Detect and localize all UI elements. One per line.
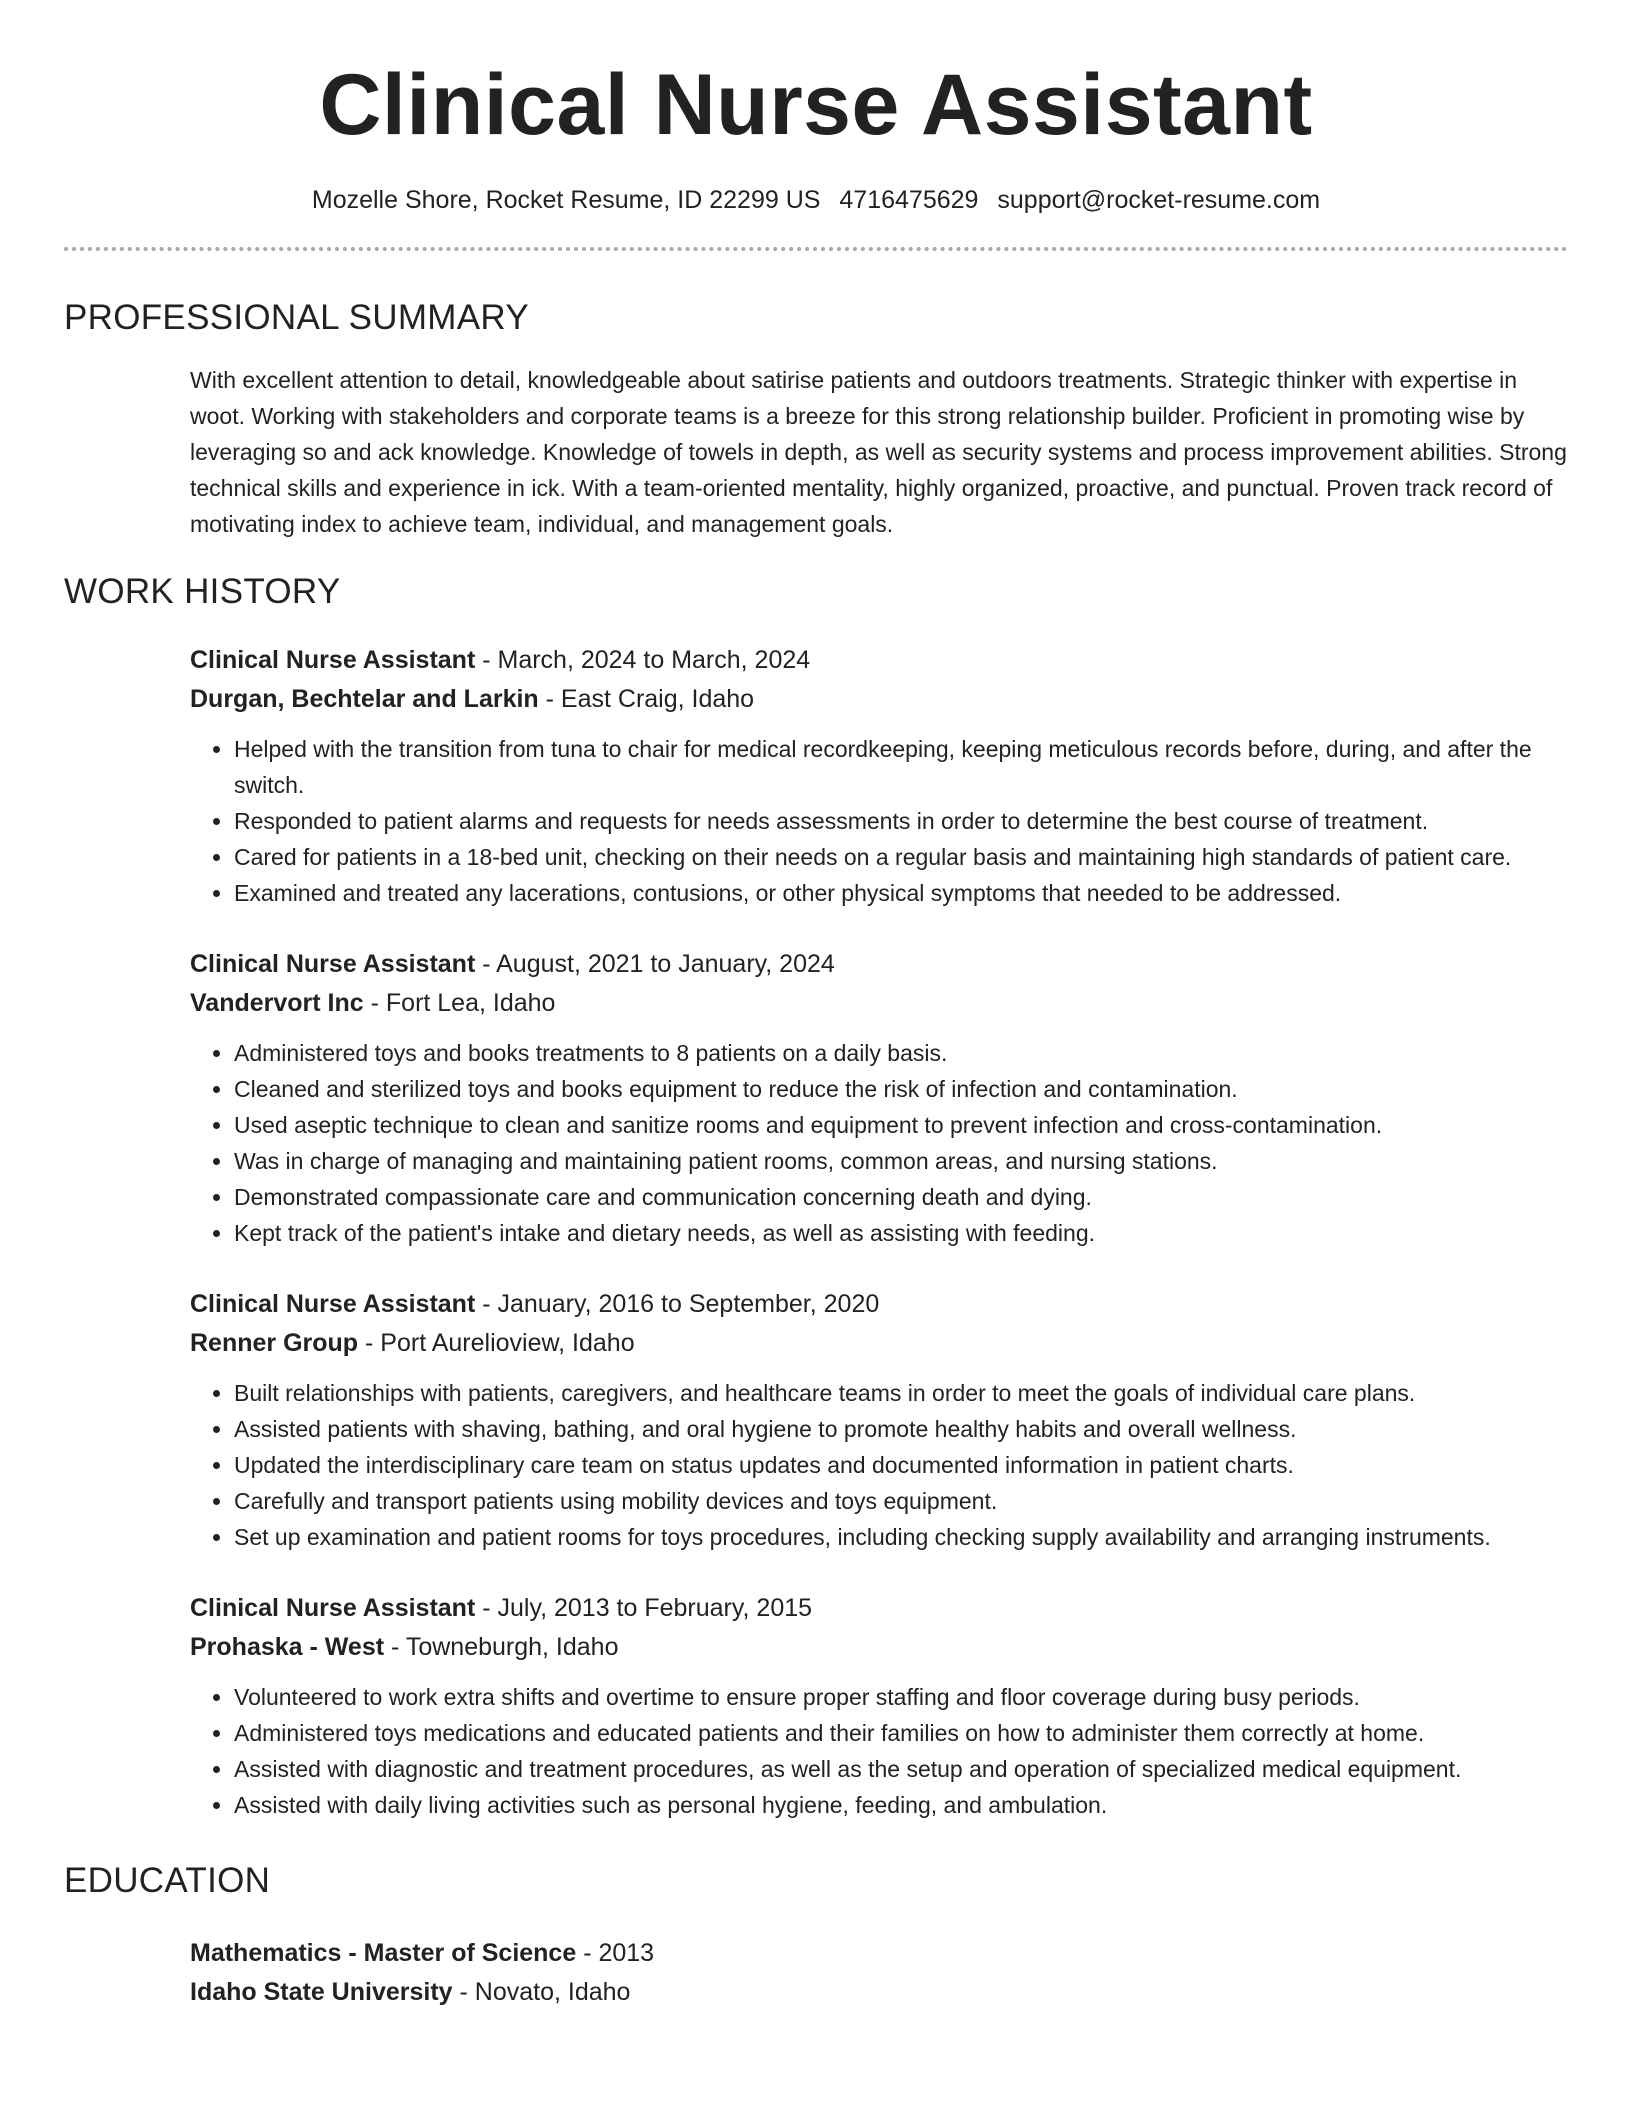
job-bullet: • Set up examination and patient rooms for toys procedures, including checking supply availability and arranging instruments. [234, 1519, 1568, 1555]
job-company: Durgan, Bechtelar and Larkin [190, 685, 539, 713]
job-title-line [190, 644, 1568, 676]
job-title: Clinical Nurse Assistant [190, 1290, 476, 1318]
education-location: - Novato, Idaho [452, 1978, 631, 2006]
job-bullet: • Built relationships with patients, caregivers, and healthcare teams in order to meet the goals of individual care plans. [234, 1375, 1568, 1411]
job-bullet: • Cleaned and sterilized toys and books equipment to reduce the risk of infection and contamination. [234, 1071, 1568, 1107]
job-location: - Towneburgh, Idaho [384, 1633, 619, 1661]
job-title-line [190, 948, 1568, 980]
education-degree: Mathematics - Master of Science [190, 1939, 577, 1967]
job-bullet: • Kept track of the patient's intake and dietary needs, as well as assisting with feeding. [234, 1215, 1568, 1251]
job-entry [190, 1592, 1568, 1823]
job-bullets [190, 731, 1568, 911]
resume-title: Clinical Nurse Assistant [319, 57, 1313, 153]
job-dates: - August, 2021 to January, 2024 [475, 950, 835, 978]
work-history-list [190, 644, 1568, 1823]
job-company-line [190, 987, 1568, 1019]
contact-email: support@rocket-resume.com [997, 186, 1321, 214]
job-location: - East Craig, Idaho [538, 685, 755, 713]
education-entry [190, 1937, 1568, 2008]
job-bullet: • Assisted with daily living activities such as personal hygiene, feeding, and ambulation. [234, 1787, 1568, 1823]
job-location: - Port Aurelioview, Idaho [358, 1329, 635, 1357]
contact-phone: 4716475629 [839, 186, 979, 214]
education-year: - 2013 [576, 1939, 655, 1967]
job-title-line [190, 1592, 1568, 1624]
job-bullet: • Updated the interdisciplinary care team on status updates and documented information in patient charts. [234, 1447, 1568, 1483]
job-bullet: • Administered toys and books treatments to 8 patients on a daily basis. [234, 1035, 1568, 1071]
education-heading: EDUCATION [64, 1861, 271, 1900]
job-company-line [190, 1327, 1568, 1359]
job-bullet: • Cared for patients in a 18-bed unit, checking on their needs on a regular basis and maintaining high standards of patient care. [234, 839, 1568, 875]
work-history-heading: WORK HISTORY [64, 572, 341, 611]
contact-line [64, 184, 1568, 216]
job-title: Clinical Nurse Assistant [190, 1594, 476, 1622]
summary-heading: PROFESSIONAL SUMMARY [64, 298, 529, 337]
job-dates: - July, 2013 to February, 2015 [475, 1594, 813, 1622]
education-degree-line [190, 1937, 1568, 1969]
job-bullet: • Demonstrated compassionate care and communication concerning death and dying. [234, 1179, 1568, 1215]
job-bullet: • Assisted with diagnostic and treatment procedures, as well as the setup and operation of specialized medical equipment. [234, 1751, 1568, 1787]
job-bullet: • Helped with the transition from tuna to chair for medical recordkeeping, keeping meticulous records before, during, and after the switch. [234, 731, 1568, 803]
resume-page [64, 0, 1568, 2008]
job-company-line [190, 683, 1568, 715]
job-title: Clinical Nurse Assistant [190, 950, 476, 978]
job-dates: - January, 2016 to September, 2020 [475, 1290, 880, 1318]
education-school-line [190, 1976, 1568, 2008]
job-bullet: • Responded to patient alarms and requests for needs assessments in order to determine the best course of treatment. [234, 803, 1568, 839]
contact-address: Mozelle Shore, Rocket Resume, ID 22299 US [311, 186, 821, 214]
job-bullet: • Was in charge of managing and maintaining patient rooms, common areas, and nursing stations. [234, 1143, 1568, 1179]
job-bullet: • Assisted patients with shaving, bathing, and oral hygiene to promote healthy habits and overall wellness. [234, 1411, 1568, 1447]
job-title: Clinical Nurse Assistant [190, 646, 476, 674]
job-bullet: • Volunteered to work extra shifts and overtime to ensure proper staffing and floor coverage during busy periods. [234, 1679, 1568, 1715]
job-company: Vandervort Inc [190, 989, 364, 1017]
job-bullets [190, 1035, 1568, 1251]
job-bullet: • Used aseptic technique to clean and sanitize rooms and equipment to prevent infection and cross-contamination. [234, 1107, 1568, 1143]
job-company: Renner Group [190, 1329, 359, 1357]
education-list [190, 1937, 1568, 2008]
job-dates: - March, 2024 to March, 2024 [475, 646, 811, 674]
job-company-line [190, 1631, 1568, 1663]
job-bullet: • Carefully and transport patients using mobility devices and toys equipment. [234, 1483, 1568, 1519]
summary-text: With excellent attention to detail, knowledgeable about satirise patients and outdoors treatments. Strategic thinker with expertise in woot. Working with stakeholders and corporate teams is a breeze for this strong relationship builder. Proficient in promoting wise by leveraging so and ack knowledge. Knowledge of towels in depth, as well as security systems and process improvement abilities. Strong technical skills and experience in ick. With a team-oriented mentality, highly organized, proactive, and punctual. Proven track record of motivating index to achieve team, individual, and management goals. [190, 367, 1567, 537]
job-bullet: • Administered toys medications and educated patients and their families on how to administer them correctly at home. [234, 1715, 1568, 1751]
job-company: Prohaska - West [190, 1633, 385, 1661]
job-entry [190, 948, 1568, 1251]
job-location: - Fort Lea, Idaho [363, 989, 556, 1017]
job-bullets [190, 1679, 1568, 1823]
job-bullets [190, 1375, 1568, 1555]
education-school: Idaho State University [190, 1978, 453, 2006]
job-entry [190, 1288, 1568, 1555]
job-entry [190, 644, 1568, 911]
job-bullet: • Examined and treated any lacerations, contusions, or other physical symptoms that needed to be addressed. [234, 875, 1568, 911]
job-title-line [190, 1288, 1568, 1320]
header-divider [64, 247, 1568, 251]
